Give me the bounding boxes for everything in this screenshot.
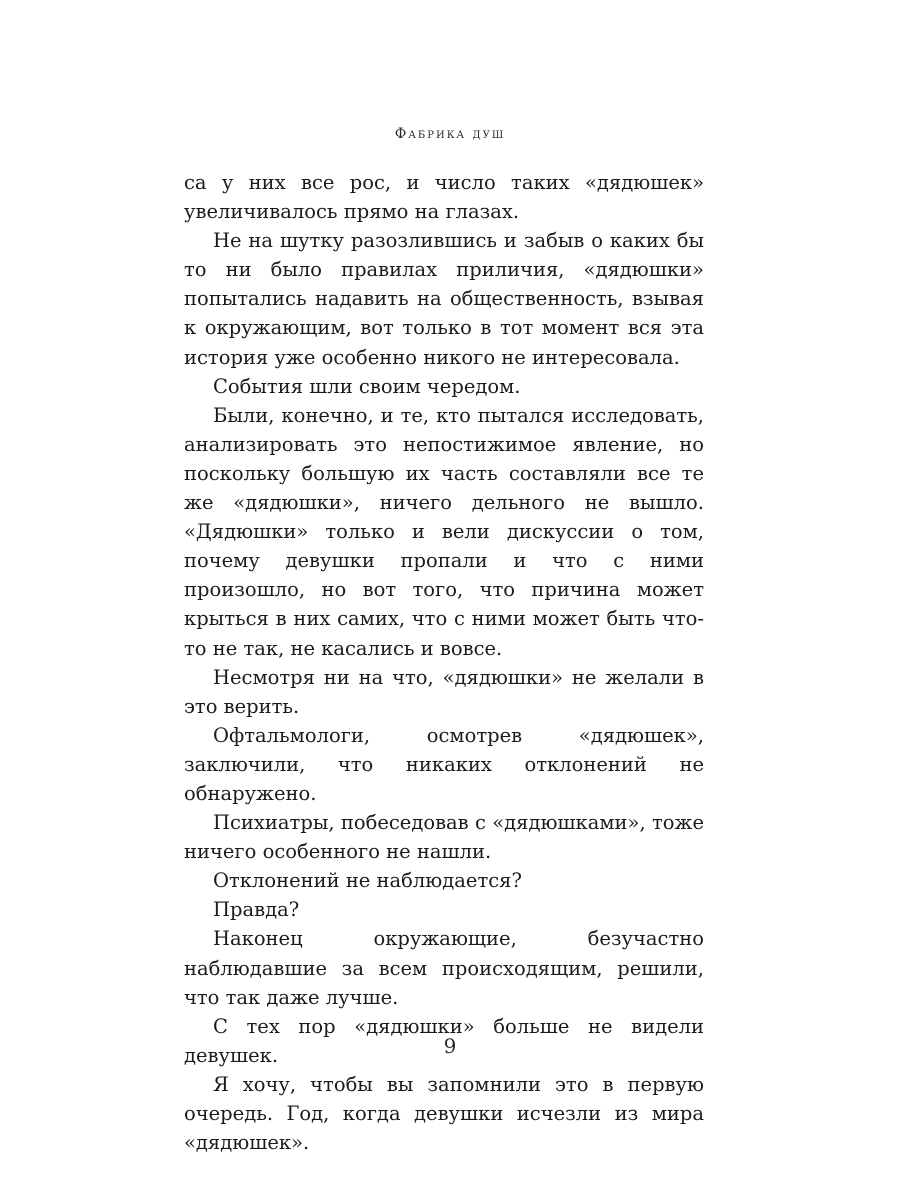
paragraph: Были, конечно, и те, кто пытался исследовать, анализировать это непостижимое явление, но поскольку большую их часть составляли все те же «дядюшки», ничего дельного не вышло. «Дядюшки» только и вели дискуссии о том, почему девушки пропали и что с ними произошло, но вот того, что причина может крыться в них самих, что с ними может быть что-то не так, не касались и вовсе. [184, 403, 704, 660]
paragraph: Отклонений не наблюдается? [213, 869, 522, 893]
paragraph: Наконец окружающие, безучастно наблюдавшие за всем происходящим, решили, что так даже лучше. [184, 927, 704, 1009]
paragraph: Офтальмологи, осмотрев «дядюшек», заключили, что никаких отклонений не обнаружено. [184, 723, 704, 805]
paragraph: События шли своим чередом. [213, 374, 521, 398]
paragraph: Психиатры, побеседовав с «дядюшками», тоже ничего особенного не нашли. [184, 811, 704, 864]
paragraph: С тех пор «дядюшки» больше не видели девушек. [184, 1014, 704, 1067]
page-number: 9 [443, 1034, 457, 1058]
paragraph: Не на шутку разозлившись и забыв о каких бы то ни было правилах приличия, «дядюшки» попытались надавить на общественность, взывая к окружающим, вот только в тот момент вся эта история уже особенно никого не интересовала. [184, 229, 704, 369]
paragraph: Я хочу, чтобы вы запомнили это в первую очередь. Год, когда девушки исчезли из мира «дядюшек». [184, 1072, 704, 1155]
paragraph: Правда? [213, 898, 300, 922]
body-text [184, 168, 704, 1157]
paragraph: Несмотря ни на что, «дядюшки» не желали в это верить. [184, 665, 704, 718]
running-head: Фабрика душ [394, 126, 506, 142]
paragraph: са у них все рос, и число таких «дядюшек» увеличивалось прямо на глазах. [184, 171, 704, 224]
